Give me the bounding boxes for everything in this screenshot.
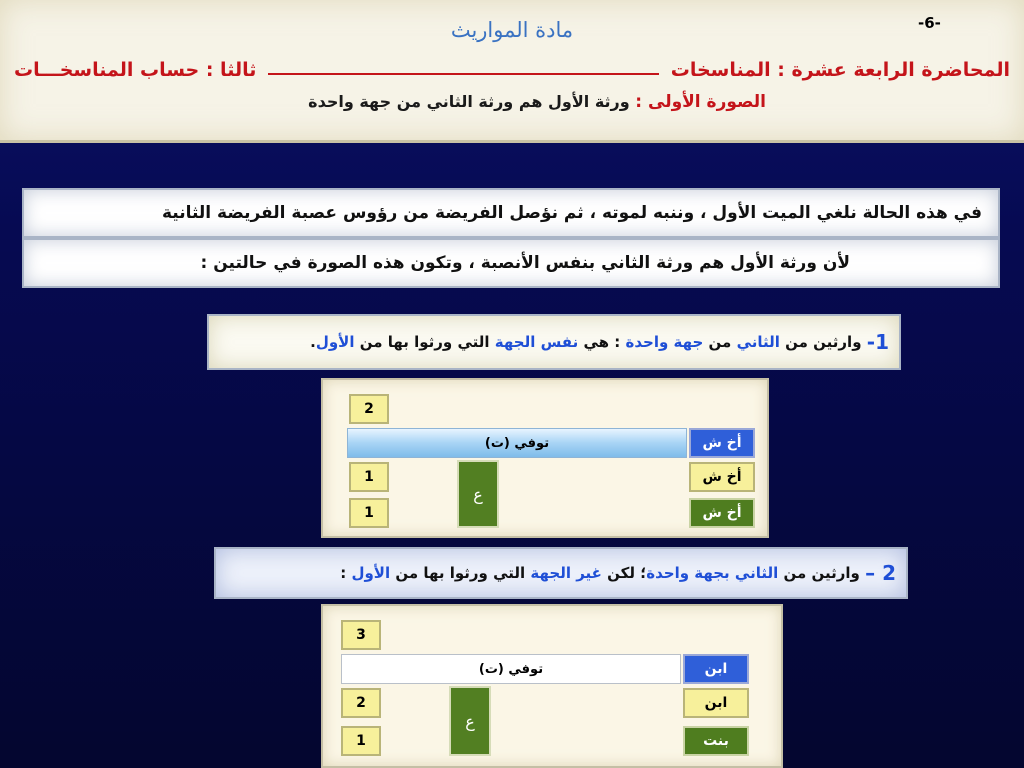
table-1-asaba: ع [457,460,499,528]
case-2-part: التي ورثوا بها من [395,564,526,582]
table-1-heir-2: أخ ش [689,498,755,528]
case-2-part: وارثين من [783,564,860,582]
case-1-part: . [310,333,316,351]
case-1-number: 1- [866,330,889,354]
table-1 [321,378,769,538]
table-1-heir-1: أخ ش [689,462,755,492]
table-1-deceased-bar: توفي (ت) [347,428,687,458]
lecture-title: المحاضرة الرابعة عشرة : المناسخات [670,59,1010,81]
table-2-heir-2: بنت [683,726,749,756]
intro-text-2: لأن ورثة الأول هم ورثة الثاني بنفس الأنصبة ، وتكون هذه الصورة في حالتين : [200,253,850,273]
case-1-box [207,314,901,370]
subject-title: مادة المواريث [450,18,574,42]
table-2-share-1: 2 [341,688,381,718]
case-1-part: الأول [315,333,355,351]
case-1-part: جهة واحدة [625,333,704,351]
case-2-box [214,547,908,599]
image-line [308,92,766,112]
case-2-part: : [340,564,347,582]
slide-header [0,0,1024,143]
intro-line-2 [22,238,1000,288]
case-1-part: من [708,333,732,351]
table-2-heir-1: ابن [683,688,749,718]
table-2 [321,604,783,768]
page-number: -6- [918,14,941,32]
table-2-deceased-bar: توفي (ت) [341,654,681,684]
table-2-asaba: ع [449,686,491,756]
intro-text-1: في هذه الحالة نلغي الميت الأول ، وننبه لموته ، ثم نؤصل الفريضة من رؤوس عصبة الفريضة الثانية [161,203,982,223]
lecture-line [14,56,1010,84]
case-1-part: التي ورثوا بها من [359,333,490,351]
image-desc: ورثة الأول هم ورثة الثاني من جهة واحدة [308,92,630,111]
case-1-part: الثاني [736,333,780,351]
table-1-share-1: 1 [349,462,389,492]
case-1-part: وارثين من [785,333,862,351]
table-2-base: 3 [341,620,381,650]
case-1-part: نفس الجهة [494,333,579,351]
table-2-head-heir: ابن [683,654,749,684]
section-title: ثالثا : حساب المناسخـــات [14,59,257,81]
case-1-text [310,316,889,368]
case-2-part: غير الجهة [530,564,602,582]
image-label: الصورة الأولى : [635,92,766,112]
divider-dash [268,73,658,75]
table-1-head-heir: أخ ش [689,428,755,458]
case-2-part: الأول [351,564,391,582]
intro-line-1 [22,188,1000,238]
case-2-text [340,549,896,597]
case-2-part: الثاني بجهة واحدة [646,564,779,582]
table-1-share-2: 1 [349,498,389,528]
case-2-number: 2 – [865,561,896,585]
case-2-part: ؛ لكن [607,564,647,582]
table-2-share-2: 1 [341,726,381,756]
table-1-base: 2 [349,394,389,424]
case-1-part: : هي [583,333,621,351]
